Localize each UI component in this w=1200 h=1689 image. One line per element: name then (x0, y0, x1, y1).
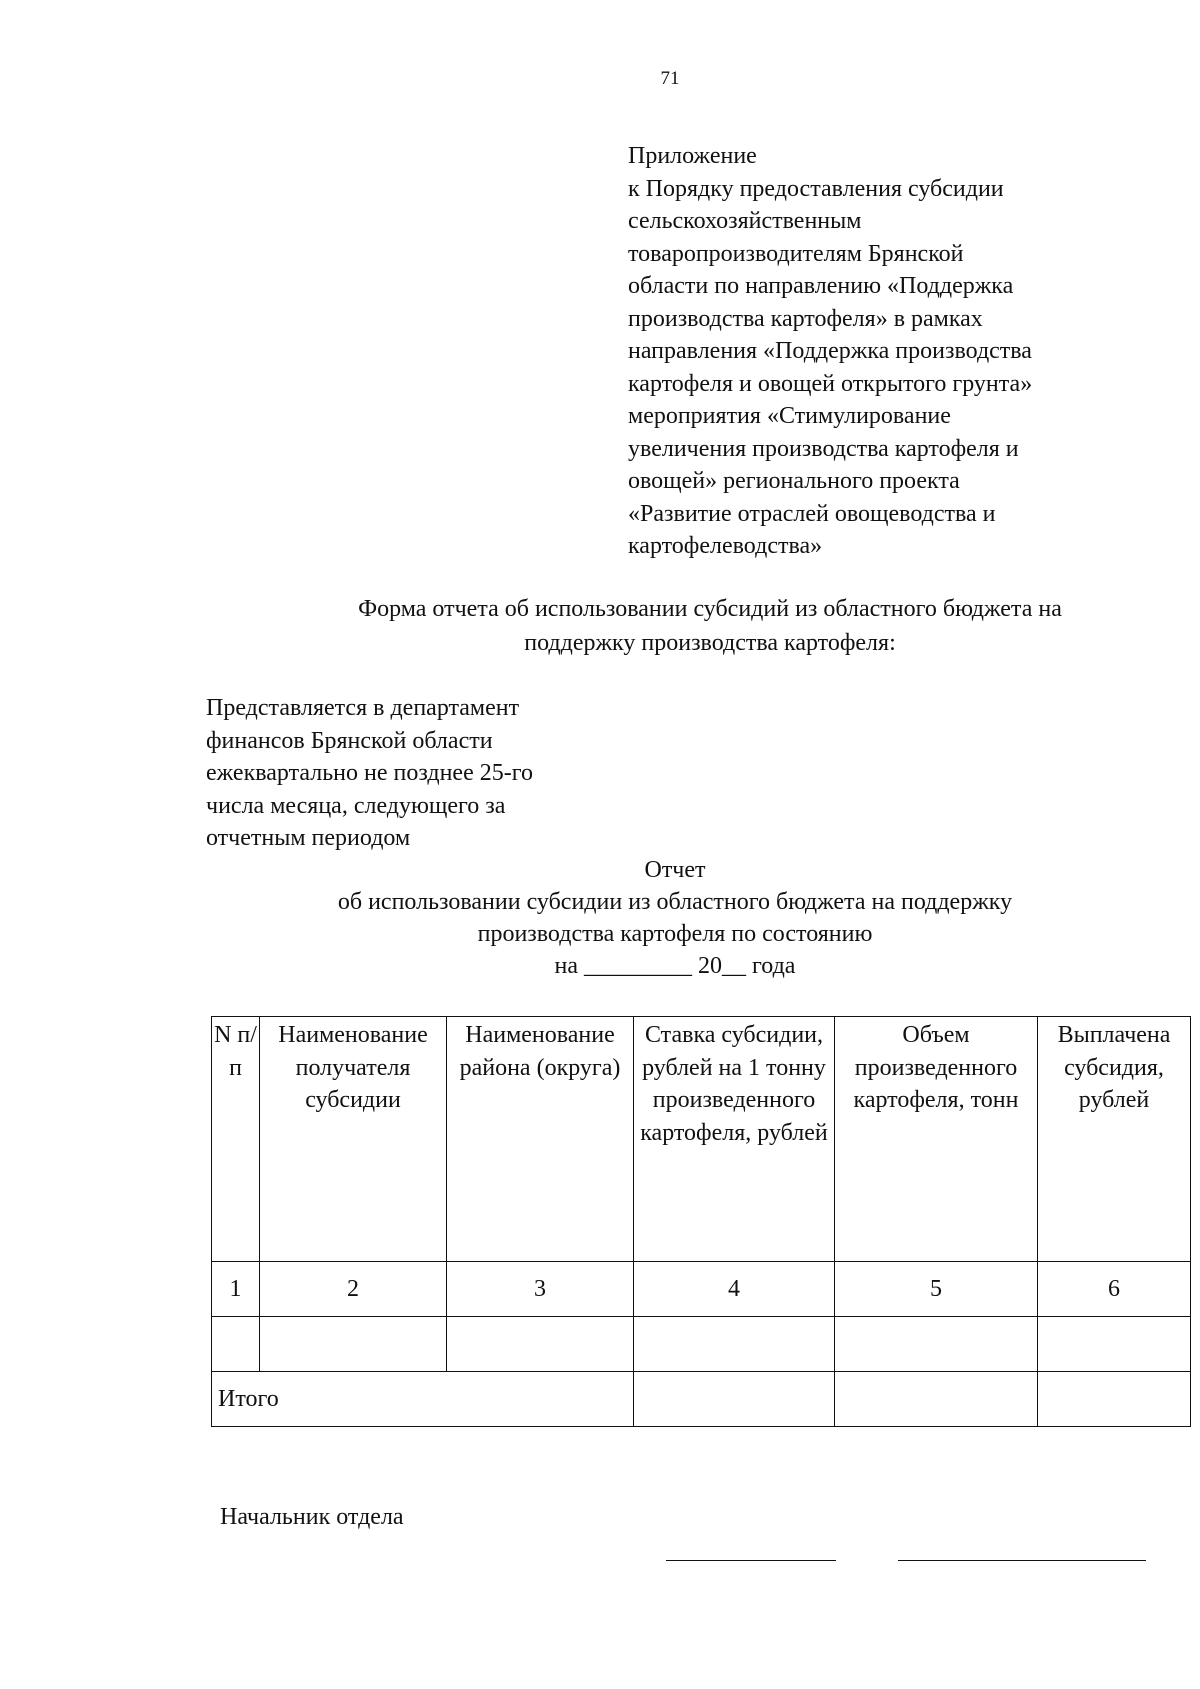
empty-cell (447, 1317, 634, 1372)
report-title: Отчет (644, 857, 706, 883)
empty-cell (260, 1317, 447, 1372)
submission-note-line: Представляется в департамент (206, 695, 520, 721)
appendix-line: сельскохозяйственным (628, 208, 862, 234)
table-header-row (212, 1017, 1191, 1262)
form-title-line: поддержку производства картофеля: (524, 630, 896, 656)
report-subtitle-line: производства картофеля по состоянию (477, 921, 873, 947)
column-number-row (212, 1262, 1191, 1317)
header-cell-rate: Ставка субсидии, рублей на 1 тонну произведенного картофеля, рублей (634, 1017, 835, 1262)
empty-cell (835, 1317, 1038, 1372)
appendix-block (628, 140, 1128, 563)
appendix-line: к Порядку предоставления субсидии (628, 175, 1004, 202)
appendix-line: Приложение (628, 143, 757, 169)
empty-cell (634, 1372, 835, 1427)
column-number-cell: 4 (634, 1262, 835, 1317)
column-number-cell: 2 (260, 1262, 447, 1317)
report-heading (240, 854, 1110, 982)
submission-note-line: отчетным периодом (206, 825, 411, 851)
signer-title: Начальник отдела (220, 1504, 404, 1530)
header-cell-number: N п/п (212, 1017, 260, 1262)
table-row (212, 1317, 1191, 1372)
column-number-cell: 3 (447, 1262, 634, 1317)
submission-note (206, 692, 626, 855)
report-date-line: на _________ 20__ года (554, 953, 796, 979)
empty-cell (1038, 1372, 1191, 1427)
header-cell-paid: Выплачена субсидия, рублей (1038, 1017, 1191, 1262)
form-title-line: Форма отчета об использовании субсидий из областного бюджета на (358, 596, 1062, 622)
appendix-line: направления «Поддержка производства (628, 338, 1032, 364)
signature-line (666, 1560, 836, 1561)
empty-cell (634, 1317, 835, 1372)
submission-note-line: ежеквартально не позднее 25-го (206, 760, 533, 786)
appendix-line: увеличения производства картофеля и (628, 435, 1019, 462)
total-label-cell: Итого (212, 1372, 634, 1427)
submission-note-line: числа месяца, следующего за (206, 792, 506, 819)
column-number-cell: 5 (835, 1262, 1038, 1317)
submission-note-line: финансов Брянской области (206, 727, 493, 754)
report-table (211, 1016, 1191, 1427)
name-line (898, 1560, 1146, 1561)
appendix-line: овощей» регионального проекта (628, 468, 960, 494)
header-cell-recipient: Наименование получателя субсидии (260, 1017, 447, 1262)
empty-cell (835, 1372, 1038, 1427)
header-cell-district: Наименование района (округа) (447, 1017, 634, 1262)
column-number-cell: 6 (1038, 1262, 1191, 1317)
page-number: 71 (660, 68, 680, 89)
column-number-cell: 1 (212, 1262, 260, 1317)
appendix-line: «Развитие отраслей овощеводства и (628, 500, 996, 527)
appendix-line: области по направлению «Поддержка (628, 273, 1014, 299)
appendix-line: картофелеводства» (628, 533, 823, 559)
form-title (250, 592, 1170, 660)
report-subtitle-line: об использовании субсидии из областного бюджета на поддержку (337, 889, 1013, 915)
empty-cell (1038, 1317, 1191, 1372)
total-row (212, 1372, 1191, 1427)
appendix-line: производства картофеля» в рамках (628, 305, 983, 332)
empty-cell (212, 1317, 260, 1372)
appendix-line: картофеля и овощей открытого грунта» (628, 370, 1033, 397)
header-cell-volume: Объем произведенного картофеля, тонн (835, 1017, 1038, 1262)
appendix-line: мероприятия «Стимулирование (628, 403, 951, 429)
appendix-line: товаропроизводителям Брянской (628, 240, 964, 267)
